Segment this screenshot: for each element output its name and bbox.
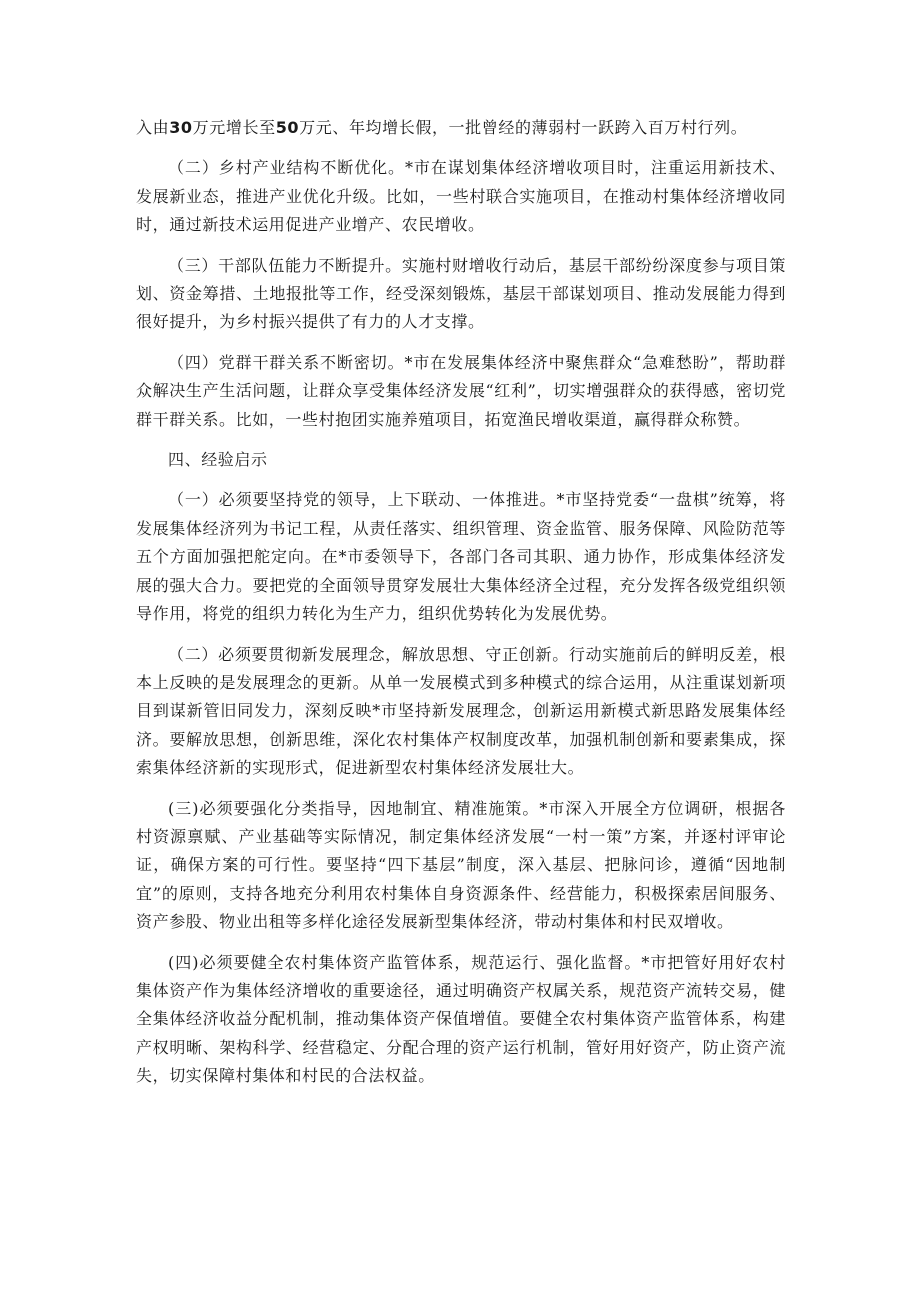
amount-50: 50: [275, 118, 300, 137]
text-segment: 万元增长至: [192, 118, 276, 137]
document-page: [136, 114, 786, 1091]
paragraph-cadre-capacity: （三）干部队伍能力不断提升。实施村财增收行动后，基层干部纷纷深度参与项目策划、资金筹措、土地报批等工作，经受深刻锻炼，基层干部谋划项目、推动发展能力得到很好提升，为乡村振兴提供了有力的人才支撑。: [136, 255, 786, 332]
paragraph-industry-structure: （二）乡村产业结构不断优化。*市在谋划集体经济增收项目时，注重运用新技术、发展新业态，推进产业优化升级。比如，一些村联合实施项目，在推动村集体经济增收同时，通过新技术运用促进产业增产、农民增收。: [136, 158, 786, 235]
paragraph-new-development-concept: （二）必须要贯彻新发展理念，解放思想、守正创新。行动实施前后的鲜明反差，根本上反映的是发展理念的更新。从单一发展模式到多种模式的综合运用，从注重谋划新项目到谋新管旧同发力，深刻反映*市坚持新发展理念，创新运用新模式新思路发展集体经济。要解放思想，创新思维，深化农村集体产权制度改革，加强机制创新和要素集成，探索集体经济新的实现形式，促进新型农村集体经济发展壮大。: [136, 644, 786, 778]
paragraph-party-mass-relations: （四）党群干群关系不断密切。*市在发展集体经济中聚焦群众“急难愁盼”，帮助群众解决生产生活问题，让群众享受集体经济发展“红利”，切实增强群众的获得感，密切党群干群关系。比如，一些村抱团实施养殖项目，拓宽渔民增收渠道，赢得群众称赞。: [136, 352, 786, 429]
amount-30: 30: [169, 118, 193, 137]
paragraph-party-leadership: （一）必须要坚持党的领导，上下联动、一体推进。*市坚持党委“一盘棋”统筹，将发展集体经济列为书记工程，从责任落实、组织管理、资金监管、服务保障、风险防范等五个方面加强把舵定向。在*市委领导下，各部门各司其职、通力协作，形成集体经济发展的强大合力。要把党的全面领导贯穿发展壮大集体经济全过程，充分发挥各级党组织领导作用，将党的组织力转化为生产力，组织优势转化为发展优势。: [136, 490, 786, 624]
text-segment: 万元、年均增长假，一批曾经的薄弱村一跃跨入百万村行列。: [299, 118, 748, 137]
section-heading-experience: 四、经验启示: [168, 450, 268, 470]
paragraph-continuation: [136, 114, 786, 142]
paragraph-asset-supervision: (四)必须要健全农村集体资产监管体系，规范运行、强化监督。*市把管好用好农村集体资产作为集体经济增收的重要途径，通过明确资产权属关系，规范资产流转交易，健全集体经济收益分配机制，推动集体资产保值增值。要健全农村集体资产监管体系，构建产权明晰、架构科学、经营稳定、分配合理的资产运行机制，管好用好资产，防止资产流失，切实保障村集体和村民的合法权益。: [136, 952, 786, 1086]
paragraph-classified-guidance: (三)必须要强化分类指导，因地制宜、精准施策。*市深入开展全方位调研，根据各村资源禀赋、产业基础等实际情况，制定集体经济发展“一村一策”方案，并逐村评审论证，确保方案的可行性。要坚持“四下基层”制度，深入基层、把脉问诊，遵循“因地制宜”的原则，支持各地充分利用农村集体自身资源条件、经营能力，积极探索居间服务、资产参股、物业出租等多样化途径发展新型集体经济，带动村集体和村民双增收。: [136, 798, 786, 932]
text-segment: 入由: [136, 118, 170, 137]
